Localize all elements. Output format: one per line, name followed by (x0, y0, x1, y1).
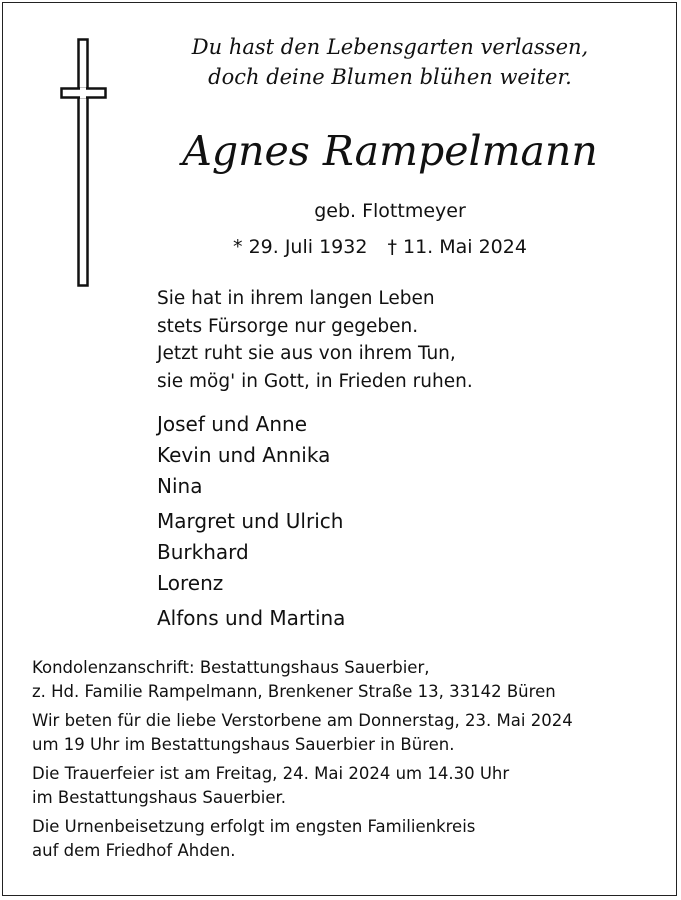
mourner: Josef und Anne (157, 412, 307, 436)
note-line: Die Trauerfeier ist am Freitag, 24. Mai 2024 um 14.30 Uhr (32, 764, 510, 783)
service-notice (32, 762, 662, 809)
mourner: Kevin und Annika (157, 443, 331, 467)
maiden-name: geb. Flottmeyer (314, 200, 466, 222)
note-line: Kondolenzanschrift: Bestattungshaus Sauerbier, (32, 658, 430, 677)
prayer-notice (32, 709, 662, 756)
mourner-group (157, 506, 345, 599)
poem-line: Jetzt ruht sie aus von ihrem Tun, (157, 343, 456, 364)
verse-line: Du hast den Lebensgarten verlassen, (191, 35, 589, 59)
mourner: Margret und Ulrich (157, 509, 344, 533)
note-line: auf dem Friedhof Ahden. (32, 840, 236, 860)
note-line: im Bestattungshaus Sauerbier. (32, 787, 287, 807)
note-line: z. Hd. Familie Rampelmann, Brenkener Straße 13, 33142 Büren (32, 681, 556, 701)
cross-icon (60, 38, 108, 288)
birth-date: * 29. Juli 1932 (233, 236, 368, 258)
mourner: Lorenz (157, 571, 224, 595)
poem-line: stets Fürsorge nur gegeben. (157, 315, 419, 337)
mourner: Alfons und Martina (157, 606, 346, 630)
mourner-group (157, 603, 345, 634)
deceased-name: Agnes Rampelmann (182, 127, 598, 175)
verse (140, 32, 640, 92)
life-dates (150, 234, 610, 260)
poem (157, 285, 473, 395)
mourner-group (157, 409, 345, 502)
poem-line: Sie hat in ihrem langen Leben (157, 288, 435, 309)
mourner: Nina (157, 474, 203, 498)
poem-line: sie mög' in Gott, in Frieden ruhen. (157, 370, 473, 392)
verse-line: doch deine Blumen blühen weiter. (208, 65, 572, 89)
death-date: † 11. Mai 2024 (387, 236, 527, 258)
note-line: Die Urnenbeisetzung erfolgt im engsten Familienkreis (32, 817, 476, 836)
burial-notice (32, 815, 662, 862)
mourners-list (157, 409, 345, 638)
condolence-address (32, 656, 662, 703)
funeral-notes (32, 656, 662, 868)
mourner: Burkhard (157, 540, 249, 564)
note-line: um 19 Uhr im Bestattungshaus Sauerbier in Büren. (32, 734, 455, 754)
note-line: Wir beten für die liebe Verstorbene am Donnerstag, 23. Mai 2024 (32, 711, 573, 730)
